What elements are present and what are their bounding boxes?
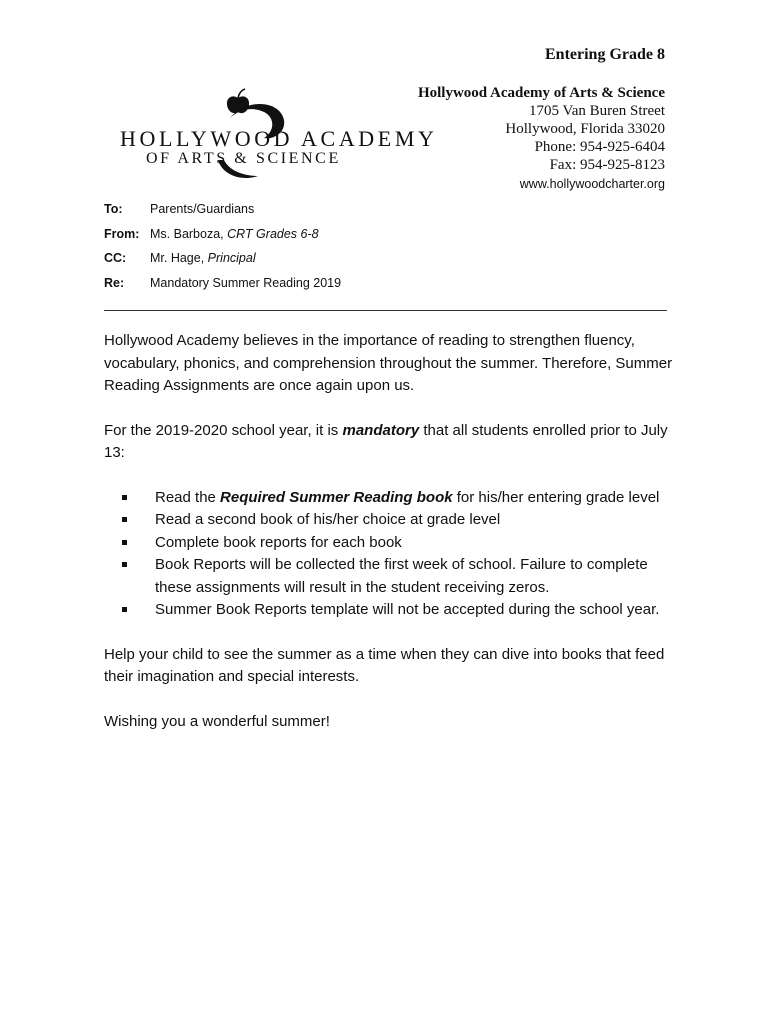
- bullet1-before: Read the: [155, 488, 221, 506]
- memo-re-label: Re:: [104, 275, 125, 290]
- bullet-square-icon: [122, 517, 127, 522]
- grade-heading: Entering Grade 8: [545, 46, 665, 63]
- school-address-block: [418, 84, 665, 193]
- memo-from-value: [150, 227, 319, 241]
- memo-to-label: To:: [104, 202, 123, 216]
- list-item: [104, 487, 684, 510]
- memo-from-name: Ms. Barboza,: [150, 226, 228, 241]
- intro-paragraph: Hollywood Academy believes in the importance of reading to strengthen fluency, vocabulary, phonics, and comprehension throughout the summer. Therefore, Summer Reading Assignments are once again upon us.: [104, 332, 673, 394]
- mandatory-text-before: For the 2019-2020 school year, it is: [104, 421, 343, 439]
- school-name: Hollywood Academy of Arts & Science: [417, 85, 665, 101]
- memo-cc-title: Principal: [207, 251, 256, 265]
- phone-number: Phone: 954-925-6404: [534, 139, 665, 155]
- memo-cc-name: Mr. Hage,: [150, 251, 208, 265]
- bullet4-text: Book Reports will be collected the first week of school. Failure to complete these assignments will result in the student receiving zeros.: [155, 556, 648, 596]
- fax-number: Fax: 954-925-8123: [549, 157, 665, 173]
- memo-re-value: Mandatory Summer Reading 2019: [150, 275, 342, 290]
- divider-line: [104, 310, 667, 311]
- bullet-square-icon: [122, 495, 127, 500]
- requirements-list: [104, 487, 684, 622]
- bullet2-text: Read a second book of his/her choice at grade level: [155, 511, 501, 528]
- memo-cc-value: [150, 251, 256, 265]
- logo-line-2: OF ARTS & SCIENCE: [146, 150, 341, 167]
- mandatory-text-after: that all students enrolled prior to July 13:: [104, 421, 668, 461]
- list-item: [104, 509, 684, 532]
- bullet-square-icon: [122, 562, 127, 567]
- list-item: [104, 532, 684, 555]
- logo-line-1: HOLLYWOOD ACADEMY: [120, 126, 438, 151]
- mandatory-paragraph: [104, 420, 684, 465]
- bullet1-after: for his/her entering grade level: [452, 488, 660, 506]
- bullet5-text: Summer Book Reports template will not be accepted during the school year.: [155, 601, 660, 618]
- memo-cc-label: CC:: [104, 251, 127, 265]
- mandatory-emphasis: mandatory: [342, 421, 420, 439]
- city-state-zip: Hollywood, Florida 33020: [505, 121, 665, 137]
- memo-from-label: From:: [104, 226, 140, 241]
- website-url: www.hollywoodcharter.org: [519, 177, 665, 191]
- list-item: [104, 554, 684, 599]
- school-logo: [118, 88, 438, 188]
- bullet-square-icon: [122, 540, 127, 545]
- letter-body: [104, 330, 684, 755]
- list-item: [104, 599, 684, 622]
- memo-from-title: CRT Grades 6-8: [227, 226, 319, 241]
- street-address: 1705 Van Buren Street: [529, 103, 665, 119]
- memo-to-value: Parents/Guardians: [150, 202, 255, 216]
- bullet3-text: Complete book reports for each book: [155, 533, 402, 551]
- encouragement-paragraph: Help your child to see the summer as a time when they can dive into books that feed their imagination and special interests.: [104, 645, 665, 685]
- bullet1-bold: Required Summer Reading book: [220, 488, 453, 506]
- closing-line: Wishing you a wonderful summer!: [104, 712, 330, 730]
- bullet-square-icon: [122, 607, 127, 612]
